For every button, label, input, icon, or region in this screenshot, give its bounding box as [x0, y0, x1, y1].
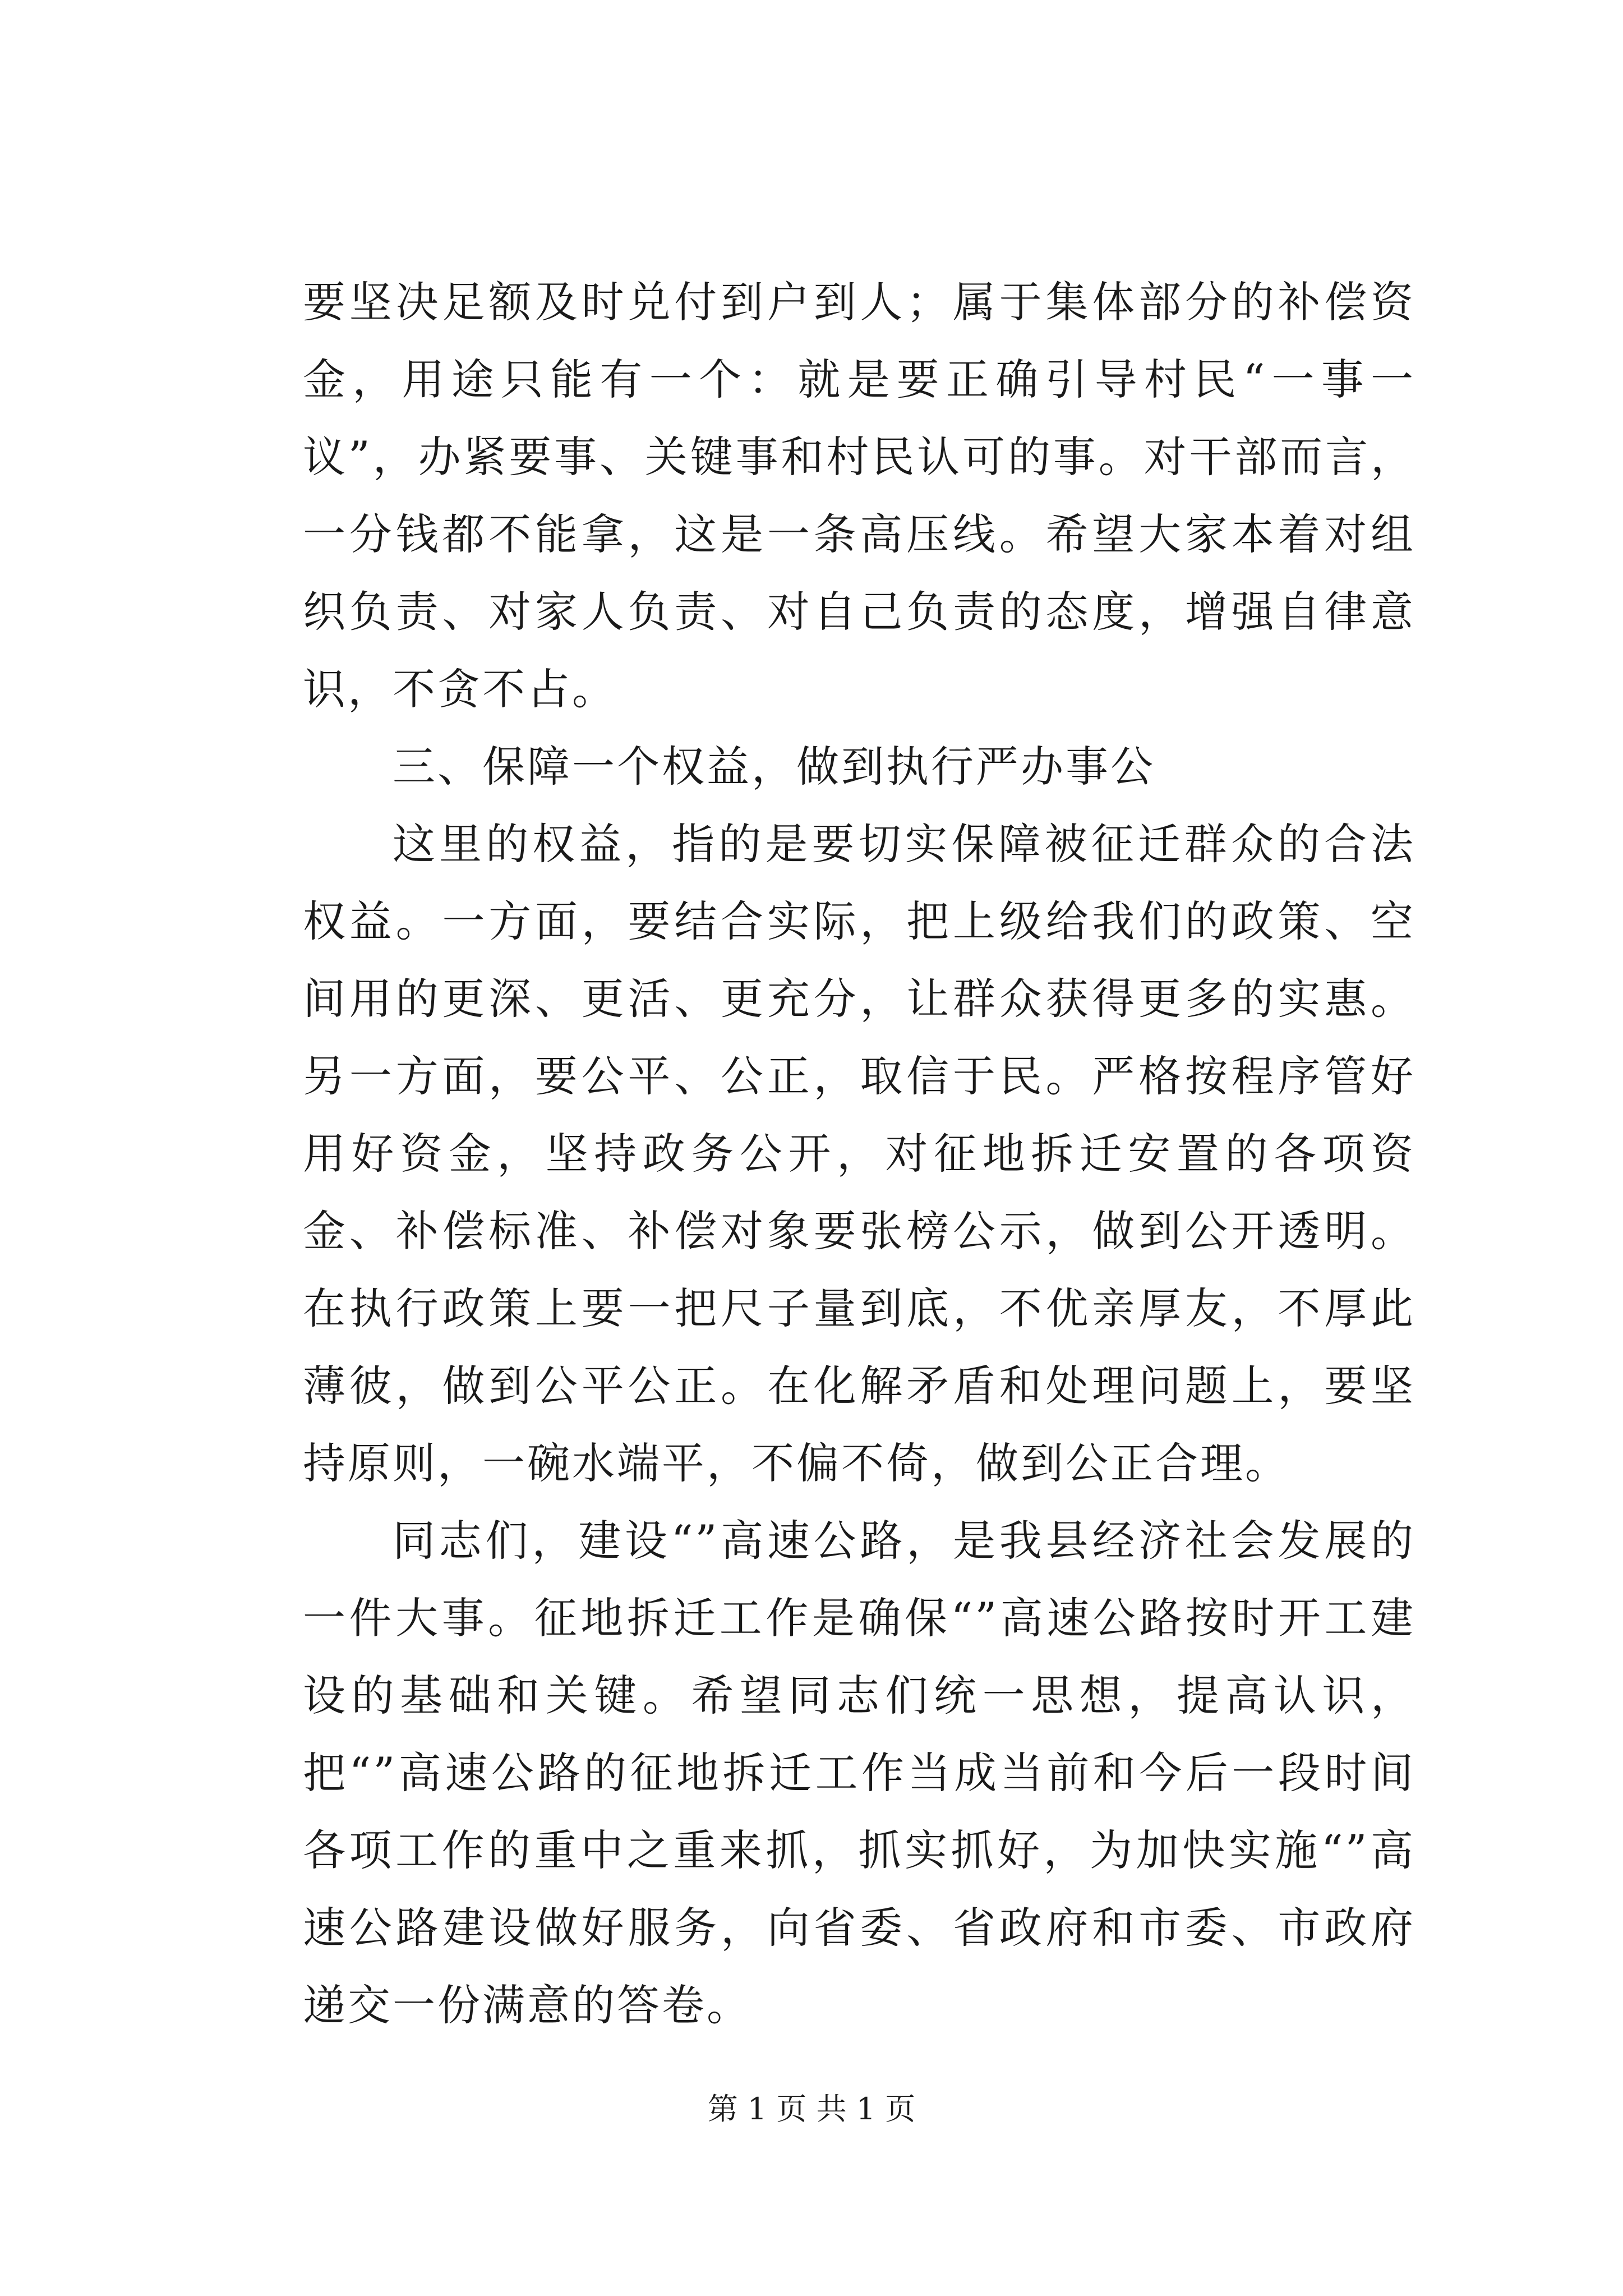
paragraph-continuation: 要坚决足额及时兑付到户到人；属于集体部分的补偿资金，用途只能有一个：就是要正确引导村民“一事一议”，办紧要事、关键事和村民认可的事。对干部而言，一分钱都不能拿，这是一条高压线。希望大家本着对组织负责、对家人负责、对自己负责的态度，增强自律意识，不贪不占。	[303, 277, 1415, 714]
paragraph-rights: 这里的权益，指的是要切实保障被征迁群众的合法权益。一方面，要结合实际，把上级给我们的政策、空间用的更深、更活、更充分，让群众获得更多的实惠。另一方面，要公平、公正，取信于民。严格按程序管好用好资金，坚持政务公开，对征地拆迁安置的各项资金、补偿标准、补偿对象要张榜公示，做到公开透明。在执行政策上要一把尺子量到底，不优亲厚友，不厚此薄彼，做到公平公正。在化解矛盾和处理问题上，要坚持原则，一碗水端平，不偏不倚，做到公正合理。	[303, 819, 1415, 1488]
section-heading: 三、保障一个权益，做到执行严办事公	[393, 742, 1155, 792]
page-footer: 第 1 页 共 1 页	[707, 2091, 916, 2127]
paragraph-closing: 同志们，建设“”高速公路，是我县经济社会发展的一件大事。征地拆迁工作是确保“”高速公路按时开工建设的基础和关键。希望同志们统一思想，提高认识，把“”高速公路的征地拆迁工作当成当前和今后一段时间各项工作的重中之重来抓，抓实抓好，为加快实施“”高速公路建设做好服务，向省委、省政府和市委、市政府递交一份满意的答卷。	[303, 1516, 1415, 2030]
document-body	[303, 264, 1415, 2044]
